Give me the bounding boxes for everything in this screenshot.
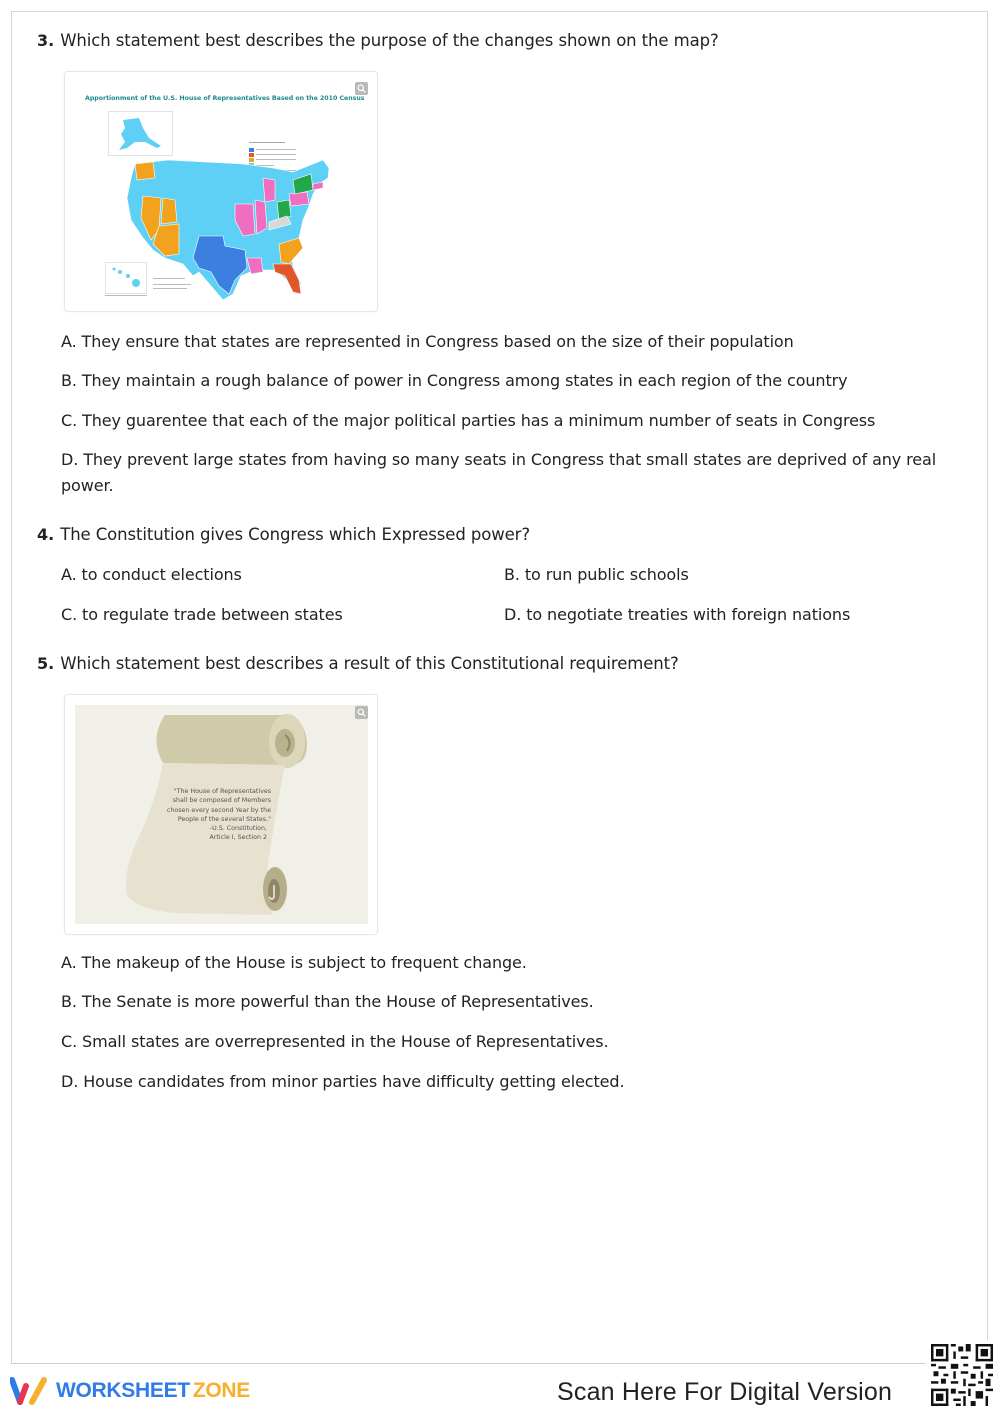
q3-option-c[interactable]: C. They guarentee that each of the major political parties has a minimum number of seats in Congress [61,411,876,430]
w-logo-icon [10,1376,50,1406]
question-text: Which statement best describes the purpose of the changes shown on the map? [60,31,719,50]
question-3 [37,31,719,50]
q4-option-c[interactable]: C. to regulate trade between states [61,605,343,624]
question-number: 3. [37,31,55,50]
qr-code-icon [931,1344,993,1406]
brand-name-part2: ZONE [192,1379,250,1402]
zoom-in-icon[interactable] [355,706,368,719]
apportionment-map-image[interactable] [64,71,378,312]
hawaii-inset [105,262,147,294]
worksheetzone-logo[interactable] [10,1376,250,1406]
question-number: 4. [37,525,55,544]
question-text: Which statement best describes a result of this Constitutional requirement? [60,654,679,673]
q5-option-b[interactable]: B. The Senate is more powerful than the House of Representatives. [61,992,594,1011]
brand-name-part1: WORKSHEET [56,1379,190,1402]
map-source-line [153,278,185,279]
alaska-inset [108,111,173,156]
constitution-quote: "The House of Representatives shall be composed of Members chosen every second Year by the People of the several States." -U.S. Constitution, Article I, Section 2 [166,788,271,842]
map-source-line [153,284,191,285]
constitution-scroll-image[interactable] [64,694,378,935]
us-map [123,158,343,303]
scroll-background [75,705,368,924]
q4-option-d[interactable]: D. to negotiate treaties with foreign nations [504,605,851,624]
question-5 [37,654,679,673]
map-title: Apportionment of the U.S. House of Representatives Based on the 2010 Census [85,95,365,102]
map-caption [105,295,147,296]
q5-option-a[interactable]: A. The makeup of the House is subject to frequent change. [61,953,527,972]
map-source-line [153,288,187,289]
q5-option-d[interactable]: D. House candidates from minor parties have difficulty getting elected. [61,1072,625,1091]
q3-option-a[interactable]: A. They ensure that states are represented in Congress based on the size of their population [61,332,794,351]
scan-instruction: Scan Here For Digital Version [557,1378,893,1406]
q3-option-b[interactable]: B. They maintain a rough balance of power in Congress among states in each region of the country [61,371,848,390]
qr-code[interactable] [926,1340,996,1410]
alaska-shape [109,112,172,155]
zoom-in-icon[interactable] [355,82,368,95]
question-4 [37,525,530,544]
q3-option-d[interactable]: D. They prevent large states from having so many seats in Congress that small states are deprived of any real power. [61,450,937,495]
q5-option-c[interactable]: C. Small states are overrepresented in the House of Representatives. [61,1032,609,1051]
q4-option-a[interactable]: A. to conduct elections [61,565,242,584]
question-text: The Constitution gives Congress which Expressed power? [60,525,530,544]
q4-option-b[interactable]: B. to run public schools [504,565,689,584]
question-number: 5. [37,654,55,673]
